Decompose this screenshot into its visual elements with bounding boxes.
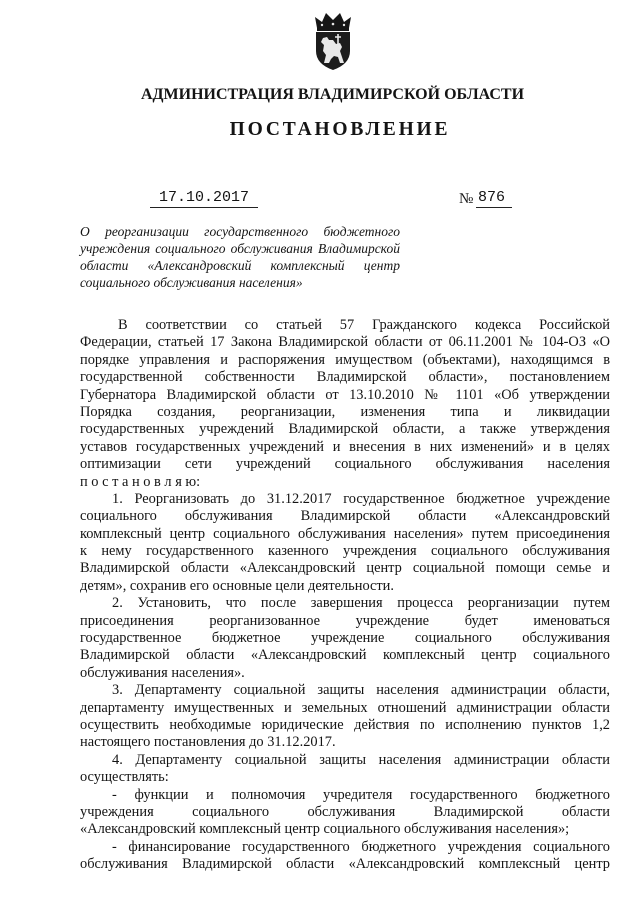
document-number-label: № <box>459 191 474 207</box>
body-line: Федерации, статьей 17 Закона Владимирской области от 06.11.2001 № 104-ОЗ «О <box>80 334 610 351</box>
body-line: Владимирской области «Александровский комплексный центр социального <box>80 647 610 664</box>
body-line: государственной собственности Владимирской области», постановлением <box>80 369 610 386</box>
body-line: осуществлять: <box>80 769 169 786</box>
body-line: обслуживания Владимирской области «Александровский комплексный центр <box>80 856 610 873</box>
body-line: порядке управления и распоряжения имуществом (объектами), находящимся в <box>80 351 610 368</box>
body-line: к нему государственного казенного учреждения социального обслуживания <box>80 543 610 560</box>
body-line: государственное бюджетное учреждение социального обслуживания <box>80 630 610 647</box>
body-line: обслуживания населения». <box>80 664 245 681</box>
body-line: 4. Департаменту социальной защиты населения администрации области <box>112 751 610 768</box>
body-line: настоящего постановления до 31.12.2017. <box>80 734 336 751</box>
body-line: 1. Реорганизовать до 31.12.2017 государственное бюджетное учреждение <box>112 490 610 507</box>
body-line: осуществить необходимые юридические действия по исполнению пунктов 1,2 <box>80 716 610 733</box>
coat-of-arms-icon <box>309 9 357 71</box>
body-line: Владимирской области «Александровский центр социальной помощи семье и <box>80 560 610 577</box>
body-line: В соответствии со статьей 57 Гражданского кодекса Российской <box>118 317 610 333</box>
subject-line: О реорганизации государственного бюджетного <box>80 224 400 239</box>
subject-line: социального обслуживания населения» <box>80 275 303 290</box>
body-line: социального обслуживания Владимирской области «Александровский <box>80 508 610 525</box>
body-line: 2. Установить, что после завершения процесса реорганизации путем <box>112 595 610 612</box>
body-line: комплексный центр социального обслуживания населения» путем присоединения <box>80 525 610 542</box>
body-line: учреждения социального обслуживания Владимирской области <box>80 803 610 820</box>
body-line: - финансирование государственного бюджетного учреждения социального <box>112 838 610 855</box>
body-line: Губернатора Владимирской области от 13.10.2010 № 1101 «Об утверждении <box>80 386 610 403</box>
document-type-title: ПОСТАНОВЛЕНИЕ <box>229 119 451 140</box>
subject-line: учреждения социального обслуживания Владимирской <box>80 241 400 256</box>
organization-title: АДМИНИСТРАЦИЯ ВЛАДИМИРСКОЙ ОБЛАСТИ <box>140 86 525 103</box>
subject-line: области «Александровский комплексный центр <box>80 258 400 273</box>
document-date: 17.10.2017 <box>150 188 258 208</box>
body-line: государственных учреждений Владимирской области, а также утверждения <box>80 421 610 438</box>
body-line: оптимизации сети учреждений социального обслуживания населения <box>80 456 610 473</box>
body-line: департаменту имущественных и земельных отношений администрации области <box>80 699 610 716</box>
body-line: детям», сохранив его основные цели деятельности. <box>80 577 394 594</box>
body-line: «Александровский комплексный центр социального обслуживания населения»; <box>80 821 570 838</box>
document-number: 876 <box>476 188 512 208</box>
body-line: - функции и полномочия учредителя государственного бюджетного <box>112 786 610 803</box>
document-subject <box>80 223 400 291</box>
body-line: уставов государственных учреждений и внесения в них изменений» и в целях <box>80 438 610 455</box>
body-line: Порядка создания, реорганизации, изменения типа и ликвидации <box>80 403 610 420</box>
body-line: присоединения реорганизованное учреждение будет именоваться <box>80 612 610 629</box>
document-body <box>80 317 610 874</box>
decree-word: п о с т а н о в л я ю: <box>80 473 201 490</box>
body-line: 3. Департаменту социальной защиты населения администрации области, <box>112 682 610 699</box>
